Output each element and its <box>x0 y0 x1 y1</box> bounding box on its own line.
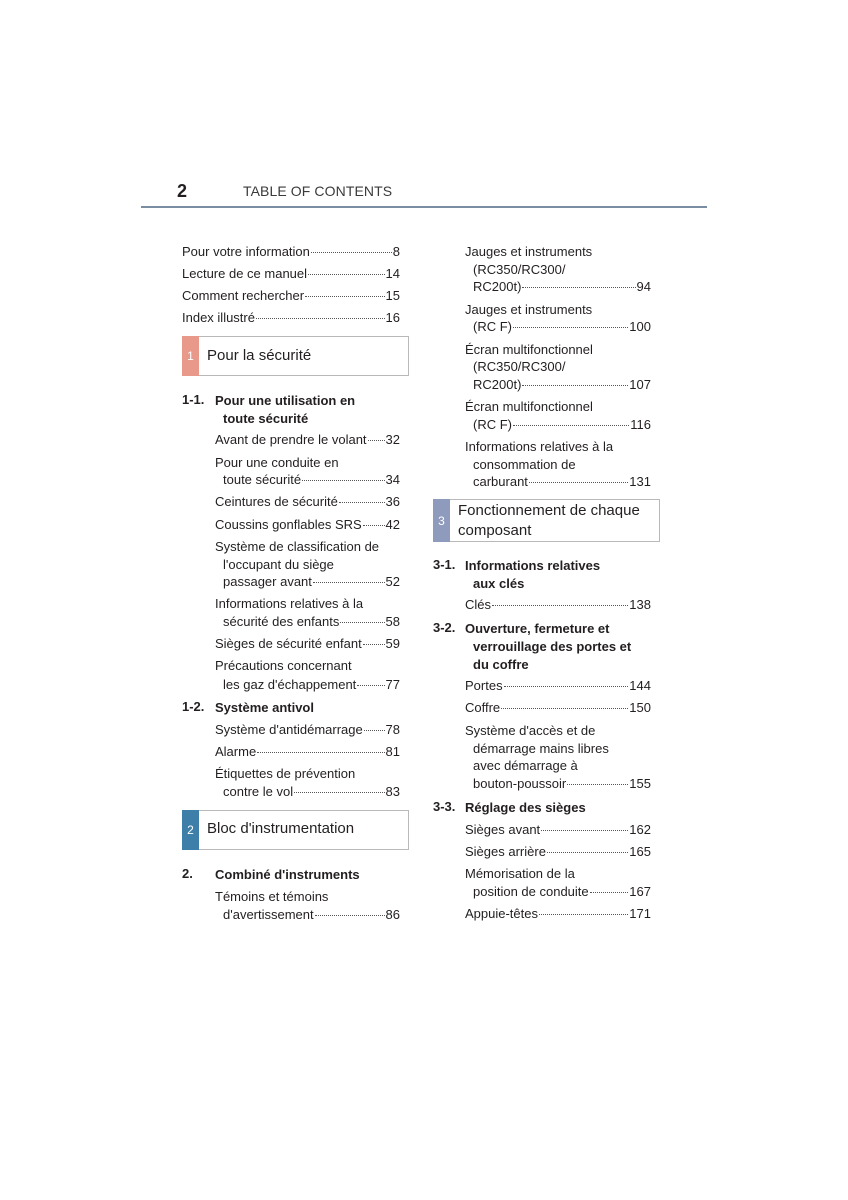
chapter-number: 3-1. <box>433 557 456 572</box>
page-number: 2 <box>177 181 188 201</box>
chapter-title: Réglage des sièges <box>465 800 586 815</box>
toc-entry[interactable]: RC200t) 107 <box>473 377 651 392</box>
toc-entry[interactable]: Sièges avant 162 <box>465 822 651 837</box>
toc-entry[interactable]: Appuie-têtes 171 <box>465 906 651 921</box>
chapter-title: Informations relatives <box>465 558 601 573</box>
section-number-tab: 3 <box>433 499 450 542</box>
header-title: TABLE OF CONTENTS <box>243 183 393 199</box>
toc-entry-line: (RC350/RC300/ <box>473 262 566 277</box>
toc-entry[interactable]: Clés 138 <box>465 597 651 612</box>
section-2-header[interactable] <box>182 810 409 850</box>
chapter-number: 2. <box>182 866 193 881</box>
toc-entry[interactable]: position de conduite 167 <box>473 884 651 899</box>
toc-entry[interactable]: contre le vol 83 <box>223 784 400 799</box>
toc-entry[interactable]: Coussins gonflables SRS 42 <box>215 517 400 532</box>
chapter-title: verrouillage des portes et <box>473 639 632 654</box>
section-3-header[interactable] <box>433 499 660 542</box>
toc-entry-line: Jauges et instruments <box>465 244 593 259</box>
toc-entry[interactable]: d'avertissement 86 <box>223 907 400 922</box>
chapter-title: Combiné d'instruments <box>215 867 360 882</box>
toc-entry[interactable]: RC200t) 94 <box>473 279 651 294</box>
toc-entry[interactable]: (RC F) 100 <box>473 319 651 334</box>
section-title: composant <box>458 522 532 539</box>
chapter-number: 3-3. <box>433 799 456 814</box>
section-number-tab: 1 <box>182 336 199 376</box>
toc-entry[interactable]: Sièges de sécurité enfant 59 <box>215 636 400 651</box>
toc-entry-line: Jauges et instruments <box>465 302 593 317</box>
chapter-title: Ouverture, fermeture et <box>465 621 610 636</box>
toc-entry[interactable]: Alarme 81 <box>215 744 400 759</box>
toc-entry-line: l'occupant du siège <box>223 557 334 572</box>
toc-entry-line: Informations relatives à la <box>215 596 364 611</box>
toc-entry-line: Précautions concernant <box>215 658 352 673</box>
toc-entry[interactable]: Avant de prendre le volant 32 <box>215 432 400 447</box>
toc-entry[interactable]: les gaz d'échappement 77 <box>223 677 400 692</box>
toc-entry-line: (RC350/RC300/ <box>473 359 566 374</box>
toc-entry[interactable]: Index illustré 16 <box>182 310 400 325</box>
page-header <box>141 178 707 208</box>
chapter-number: 1-1. <box>182 392 205 407</box>
chapter-number: 3-2. <box>433 620 456 635</box>
section-1-header[interactable] <box>182 336 409 376</box>
toc-entry[interactable]: Pour votre information 8 <box>182 244 400 259</box>
toc-entry[interactable]: Système d'antidémarrage 78 <box>215 722 400 737</box>
chapter-title: toute sécurité <box>223 411 309 426</box>
chapter-title: Pour une utilisation en <box>215 393 356 408</box>
toc-entry-line: Étiquettes de prévention <box>215 766 356 781</box>
toc-entry-line: Mémorisation de la <box>465 866 575 881</box>
toc-entry-line: Témoins et témoins <box>215 889 329 904</box>
toc-entry[interactable]: carburant 131 <box>473 474 651 489</box>
chapter-title: aux clés <box>473 576 525 591</box>
section-title: Fonctionnement de chaque <box>458 502 640 519</box>
toc-entry[interactable]: Comment rechercher 15 <box>182 288 400 303</box>
chapter-number: 1-2. <box>182 699 205 714</box>
toc-entry[interactable]: sécurité des enfants 58 <box>223 614 400 629</box>
chapter-title: du coffre <box>473 657 529 672</box>
toc-entry-line: Informations relatives à la <box>465 439 614 454</box>
toc-entry[interactable]: Coffre 150 <box>465 700 651 715</box>
toc-entry-line: Écran multifonctionnel <box>465 399 593 414</box>
toc-entry-line: Pour une conduite en <box>215 455 339 470</box>
toc-entry-line: Système d'accès et de <box>465 723 596 738</box>
toc-entry[interactable]: Portes 144 <box>465 678 651 693</box>
toc-entry-line: Système de classification de <box>215 539 380 554</box>
toc-entry[interactable]: Lecture de ce manuel 14 <box>182 266 400 281</box>
toc-entry-line: démarrage mains libres <box>473 741 609 756</box>
toc-entry-line: consommation de <box>473 457 576 472</box>
toc-entry[interactable]: Ceintures de sécurité 36 <box>215 494 400 509</box>
toc-entry[interactable]: bouton-poussoir 155 <box>473 776 651 791</box>
toc-entry[interactable]: Sièges arrière 165 <box>465 844 651 859</box>
chapter-title: Système antivol <box>215 700 314 715</box>
header-rule <box>141 206 707 208</box>
section-title: Bloc d'instrumentation <box>207 820 355 837</box>
toc-entry[interactable]: passager avant 52 <box>223 574 400 589</box>
toc-entry[interactable]: (RC F) 116 <box>473 417 651 432</box>
toc-entry-line: Écran multifonctionnel <box>465 342 593 357</box>
section-title: Pour la sécurité <box>207 347 312 364</box>
section-number-tab: 2 <box>182 810 199 850</box>
toc-entry[interactable]: toute sécurité 34 <box>223 472 400 487</box>
toc-entry-line: avec démarrage à <box>473 758 578 773</box>
